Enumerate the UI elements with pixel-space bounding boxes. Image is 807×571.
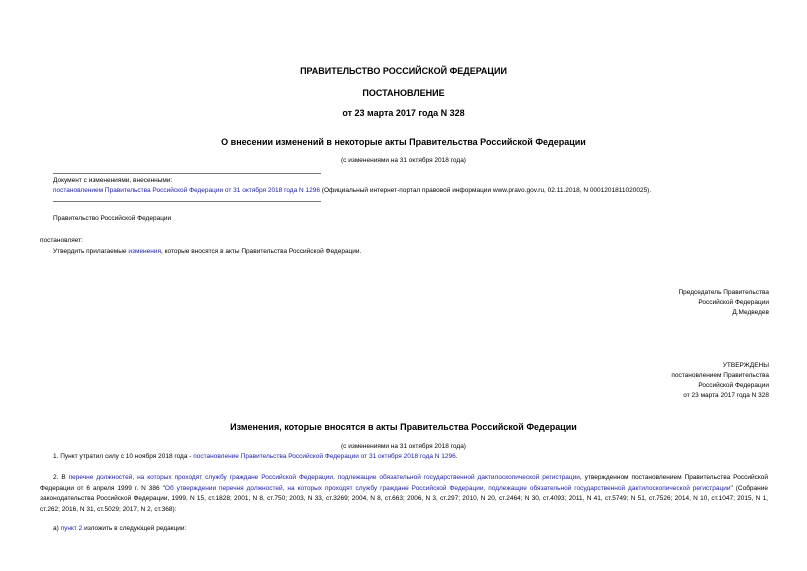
approve-prefix: Утвердить прилагаемые (53, 248, 129, 255)
approve-suffix: , которые вносятся в акты Правительства Российской Федерации. (161, 248, 362, 255)
item-2-num: 2. В (53, 474, 69, 481)
government-heading: ПРАВИТЕЛЬСТВО РОССИЙСКОЙ ФЕДЕРАЦИИ (300, 66, 507, 76)
item-2-list-link[interactable]: перечне должностей, на которых проходят службу граждане Российской Федерации, подлежащие обязательной государственной дактилоскопической регистрации (68, 474, 580, 481)
divider-bottom (53, 201, 321, 202)
document-title: О внесении изменений в некоторые акты Правительства Российской Федерации (221, 137, 586, 147)
divider-top (53, 173, 321, 174)
amendment-line (53, 187, 651, 194)
resolves: постановляет: (40, 237, 83, 244)
signature-name: Д.Медведев (732, 309, 769, 316)
amendment-link[interactable]: постановлением Правительства Российской Федерации от 31 октября 2018 года N 1296 (53, 187, 320, 194)
amendment-intro: Документ с изменениями, внесенными: (53, 177, 173, 184)
approved-country: Российской Федерации (698, 382, 769, 389)
item-1 (53, 453, 458, 460)
document-date-number: от 23 марта 2017 года N 328 (342, 108, 465, 118)
approved-label: УТВЕРЖДЕНЫ (722, 362, 769, 369)
document-type: ПОСТАНОВЛЕНИЕ (362, 88, 445, 98)
amendment-source: (Официальный интернет-портал правовой информации www.pravo.gov.ru, 02.11.2018, N 0001201811020025). (319, 187, 652, 194)
approved-date: от 23 марта 2017 года N 328 (683, 392, 769, 399)
signature-country: Российской Федерации (698, 299, 769, 306)
approved-by: постановлением Правительства (671, 372, 769, 379)
sub-item-a-link[interactable]: пункт 2 (60, 525, 83, 532)
issuer: Правительство Российской Федерации (53, 215, 172, 222)
item-2-mid: , утвержденном постановлением Правительства Российской Федерации от 6 апреля 1999 г. N 386 " (40, 474, 768, 492)
sub-item-a-suffix: изложить в следующей редакции: (82, 525, 187, 532)
approve-line (53, 248, 361, 255)
item-1-link[interactable]: постановление Правительства Российской Федерации от 31 октября 2018 года N 1296 (193, 453, 456, 460)
sub-item-a-prefix: а) (53, 525, 61, 532)
sub-item-a (53, 525, 186, 532)
item-1-suffix: . (455, 453, 458, 460)
changes-revision-note: (с изменениями на 31 октября 2018 года) (341, 443, 466, 450)
item-2-tail: " (Собрание законодательства Российской Федерации, 1999, N 15, ст.1828; 2001, N 8, ст.750; 2003, N 33, ст.3269; 2004, N 8, ст.663; 2006, N 3, ст.297; 2010, N 20, ст.2464; N 30, ст.4093; 2011, N 41, ст.5749; N 51, ст.7526; 2014, N 10, ст.1047; 2015, N 1, ст.262; 2016, N 31, ст.5029; 2017, N 2, ст.368): (40, 484, 768, 513)
changes-link[interactable]: изменения (128, 248, 161, 255)
changes-title: Изменения, которые вносятся в акты Правительства Российской Федерации (230, 422, 577, 432)
signature-position: Председатель Правительства (678, 289, 769, 296)
item-2-resolution-link[interactable]: Об утверждении перечня должностей, на которых проходят службу граждане Российской Федерации, подлежащие обязательной государственной дактилоскопической регистрации (164, 484, 731, 492)
revision-note: (с изменениями на 31 октября 2018 года) (341, 157, 466, 164)
item-1-prefix: 1. Пункт утратил силу с 10 ноября 2018 года - (53, 453, 194, 460)
item-2 (40, 473, 768, 515)
